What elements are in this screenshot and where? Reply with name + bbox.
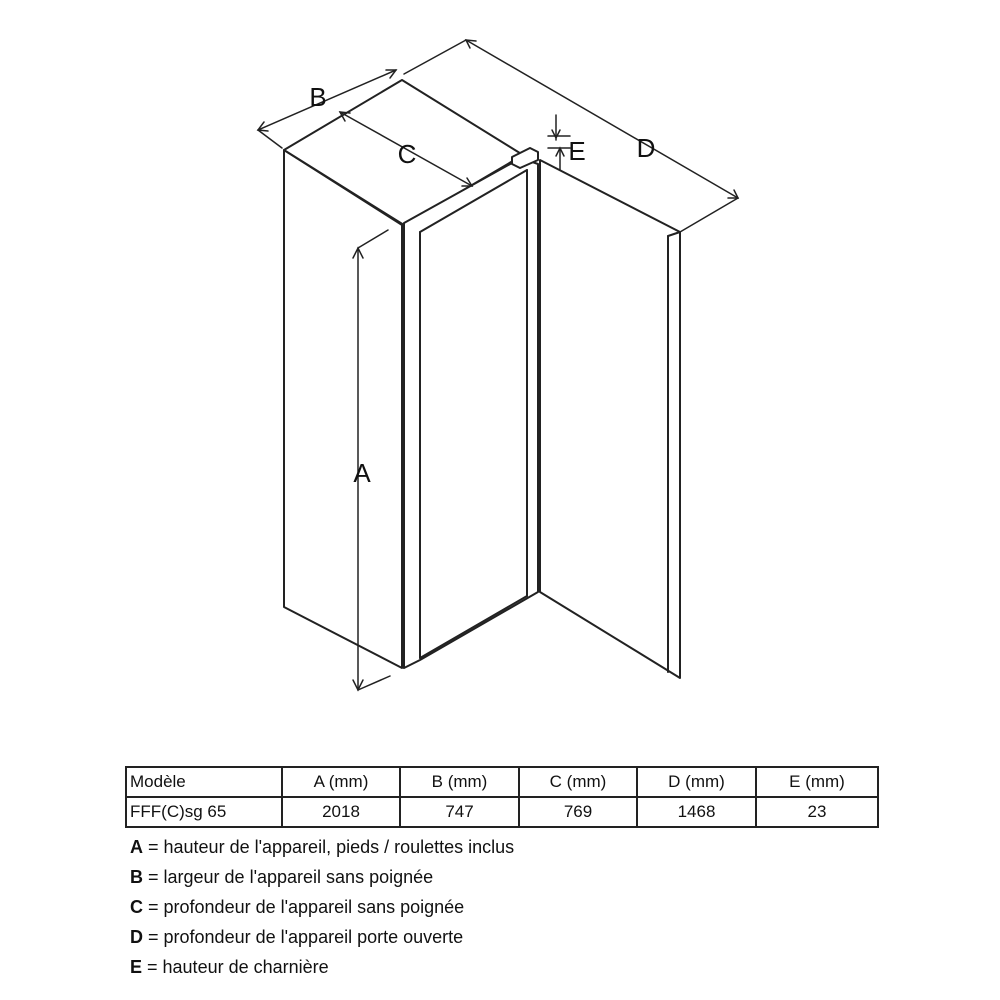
legend-text: = largeur de l'appareil sans poignée	[143, 867, 434, 887]
legend-item	[130, 892, 514, 922]
dim-b-label: B	[309, 82, 327, 112]
dimensions-table	[125, 766, 879, 828]
header-e: E (mm)	[756, 767, 878, 797]
legend-text: = hauteur de charnière	[142, 957, 329, 977]
dim-b-ext-left	[258, 130, 282, 148]
door-front	[404, 158, 538, 668]
legend-key: C	[130, 897, 143, 917]
cell-e: 23	[756, 797, 878, 827]
dim-d-label: D	[636, 133, 656, 163]
dim-e-label: E	[568, 136, 586, 166]
cell-a: 2018	[282, 797, 400, 827]
legend-key: B	[130, 867, 143, 887]
table-header-row	[126, 767, 878, 797]
legend-item	[130, 922, 514, 952]
legend-key: D	[130, 927, 143, 947]
header-a: A (mm)	[282, 767, 400, 797]
cabinet-left-side	[284, 150, 402, 668]
cell-model: FFF(C)sg 65	[126, 797, 282, 827]
legend-text: = profondeur de l'appareil sans poignée	[143, 897, 465, 917]
cell-c: 769	[519, 797, 637, 827]
dim-a-label: A	[353, 458, 371, 488]
header-c: C (mm)	[519, 767, 637, 797]
table-row	[126, 797, 878, 827]
legend-item	[130, 952, 514, 982]
cell-b: 747	[400, 797, 519, 827]
dim-c-label: C	[397, 139, 417, 169]
legend-key: E	[130, 957, 143, 977]
legend-key: A	[130, 837, 143, 857]
legend-item	[130, 862, 514, 892]
legend-item	[130, 832, 514, 862]
header-b: B (mm)	[400, 767, 519, 797]
open-door-panel	[540, 160, 680, 678]
dim-d-ext-right	[680, 198, 738, 232]
header-model: Modèle	[126, 767, 282, 797]
dim-d-ext-left	[404, 40, 466, 74]
header-d: D (mm)	[637, 767, 756, 797]
dimension-legend	[130, 832, 514, 982]
legend-text: = hauteur de l'appareil, pieds / roulettes inclus	[143, 837, 515, 857]
legend-text: = profondeur de l'appareil porte ouverte	[143, 927, 464, 947]
cell-d: 1468	[637, 797, 756, 827]
dim-a-ext-bottom	[358, 676, 390, 690]
